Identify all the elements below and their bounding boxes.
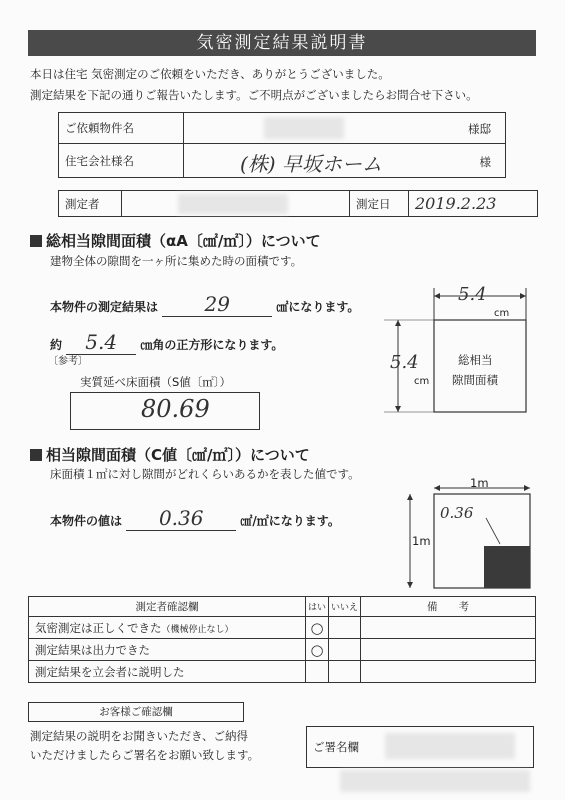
- section-c-result: 本物件の値は 0.36 ㎠/㎡になります。: [50, 506, 340, 530]
- floor-area-value: 80.69: [141, 395, 210, 423]
- diagram-a-side-value: 5.4: [390, 352, 419, 373]
- property-value-cell: [184, 113, 506, 144]
- property-suffix: 様邸: [468, 122, 491, 136]
- customer-line-1: 測定結果の説明をお聞きいただき、ご納得: [30, 729, 249, 743]
- c-leader-line: [486, 518, 500, 544]
- redacted-footer: [340, 770, 530, 792]
- confirm-yes-mark: ○: [306, 617, 329, 639]
- section-c-desc: 床面積１㎡に対し隙間がどれくらいあるかを表した値です。: [50, 467, 360, 481]
- result-a-value: 29: [162, 292, 272, 317]
- customer-line-2: いただけましたらご署名をお願い致します。: [30, 748, 260, 762]
- section-a-square: 約 5.4 ㎝角の正方形になります。: [50, 330, 284, 354]
- redacted-signature: [385, 733, 515, 759]
- alpha-a-diagram: [376, 280, 536, 420]
- intro-line-1: 本日は住宅 気密測定のご依頼をいただき、ありがとうございました。: [30, 67, 390, 81]
- confirm-row-label: 測定結果は出力できた: [29, 639, 306, 661]
- diagram-a-side-unit: cm: [414, 376, 430, 387]
- no-header: いいえ: [329, 597, 361, 617]
- intro-line-2: 測定結果を下記の通りご報告いたします。ご不明点がございましたらお問合せ下さい。: [30, 88, 478, 102]
- remarks-header: 備 考: [361, 597, 536, 617]
- confirm-table: [28, 596, 536, 683]
- result-c-value: 0.36: [126, 506, 236, 531]
- confirm-header: 測定者確認欄: [29, 597, 306, 617]
- section-a-heading: 総相当隙間面積（αA〔㎠/㎡〕）について: [30, 230, 321, 251]
- confirm-yes-mark: [306, 661, 329, 683]
- company-label: 住宅会社様名: [59, 144, 184, 178]
- signature-box: [306, 726, 534, 768]
- signature-label: ご署名欄: [313, 740, 359, 754]
- diagram-a-top-value: 5.4: [458, 284, 487, 305]
- redacted-property-name: [264, 117, 344, 139]
- date-label: 測定日: [350, 191, 409, 217]
- section-a-result: 本物件の測定結果は 29 ㎠になります。: [50, 292, 360, 316]
- info-table: [58, 112, 506, 178]
- table-row: [29, 639, 536, 661]
- diagram-c-side-label: 1m: [412, 534, 431, 548]
- measurer-label: 測定者: [59, 191, 122, 217]
- square-value: 5.4: [66, 330, 136, 355]
- diagram-c-inner-value: 0.36: [440, 504, 474, 522]
- diagram-a-label-1: 総相当: [458, 353, 493, 367]
- diagram-a-label-2: 隙間面積: [452, 373, 498, 387]
- section-c-heading: 相当隙間面積（C値〔㎠/㎡〕）について: [30, 444, 310, 465]
- measurer-value-cell: [122, 191, 350, 217]
- measure-table: [58, 190, 538, 217]
- floor-area-box: [70, 392, 260, 430]
- table-row: [29, 617, 536, 639]
- confirm-yes-mark: ○: [306, 639, 329, 661]
- document-title: 気密測定結果説明書: [28, 30, 536, 56]
- section-a-desc: 建物全体の隙間を一ヶ所に集めた時の面積です。: [50, 254, 303, 268]
- property-label: ご依頼物件名: [59, 113, 184, 144]
- c-gap-square: [484, 546, 530, 588]
- table-row: [29, 661, 536, 683]
- date-value: 2019.2.23: [409, 191, 538, 217]
- yes-header: はい: [306, 597, 329, 617]
- company-suffix: 様: [479, 155, 491, 169]
- reference-label: 〔参考〕: [48, 356, 88, 367]
- confirm-row-label: 気密測定は正しくできた（機械停止なし）: [29, 617, 306, 639]
- customer-header: お客様ご確認欄: [28, 702, 244, 722]
- floor-area-label: 実質延べ床面積（S値〔㎡〕）: [80, 375, 232, 389]
- diagram-a-top-unit: cm: [494, 308, 510, 319]
- confirm-row-label: 測定結果を立会者に説明した: [29, 661, 306, 683]
- redacted-measurer: [178, 194, 288, 214]
- company-value: (株) 早坂ホーム: [240, 152, 382, 176]
- company-value-cell: [184, 144, 506, 178]
- diagram-c-top-label: 1m: [470, 476, 489, 490]
